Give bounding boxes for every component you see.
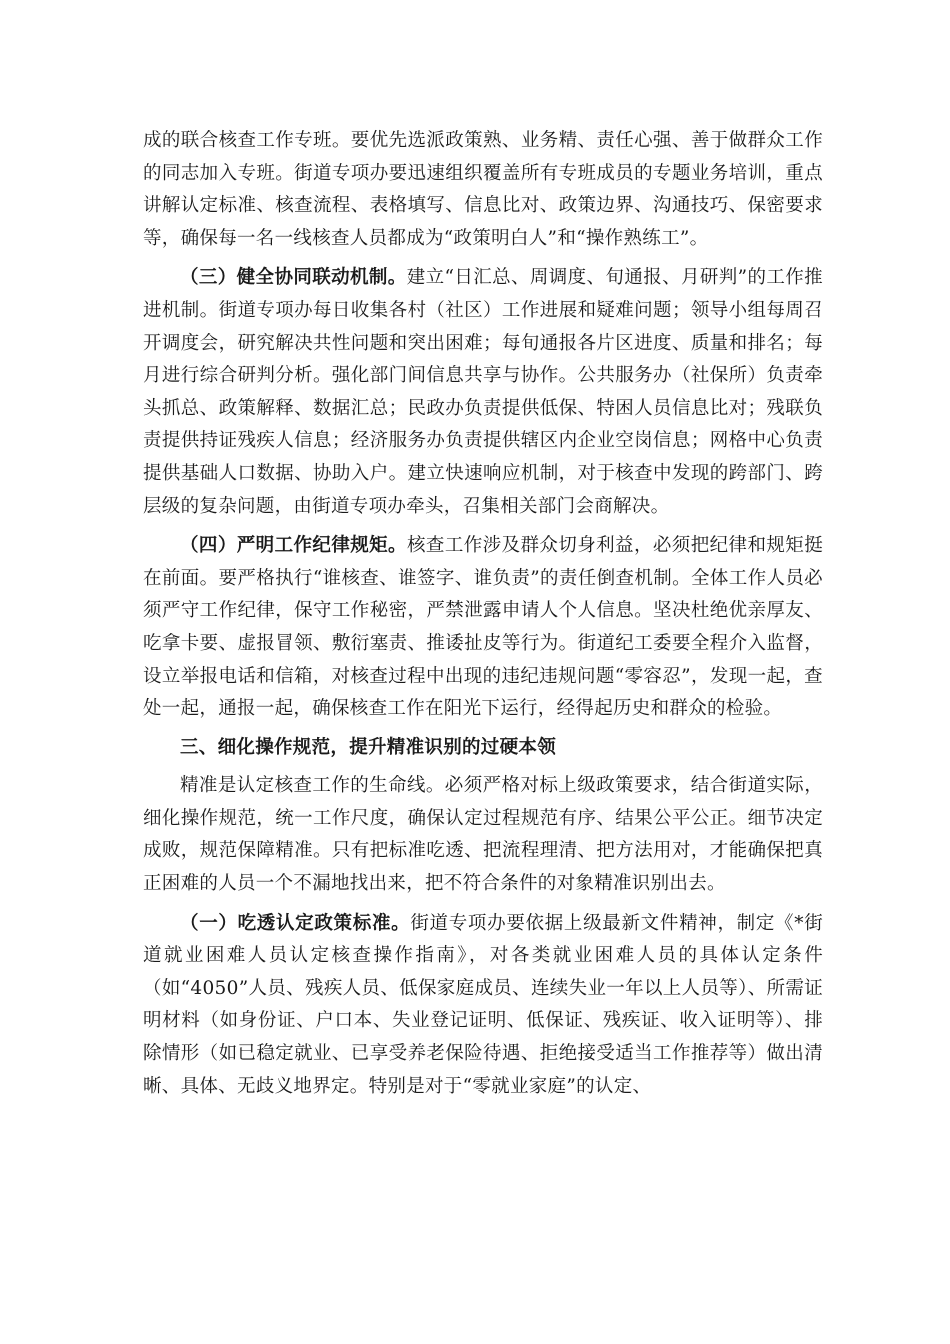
paragraph-policy-standards xyxy=(143,908,823,1104)
paragraph-task-force-training: 成的联合核查工作专班。要优先选派政策熟、业务精、责任心强、善于做群众工作的同志加入专班。街道专项办要迅速组织覆盖所有专班成员的专题业务培训，重点讲解认定标准、核查流程、表格填写、信息比对、政策边界、沟通技巧、保密要求等，确保每一名一线核查人员都成为“政策明白人”和“操作熟练工”。 xyxy=(143,130,823,249)
paragraph-lead-policy: （一）吃透认定政策标准。 xyxy=(180,912,411,934)
paragraph-body-coordination: 建立“日汇总、周调度、旬通报、月研判”的工作推进机制。街道专项办每日收集各村（社区）工作进展和疑难问题；领导小组每周召开调度会，研究解决共性问题和突出困难；每旬通报各片区进度、质量和排名；每月进行综合研判分析。强化部门间信息共享与协作。公共服务办（社保所）负责牵头抓总、政策解释、数据汇总；民政办负责提供低保、特困人员信息比对；残联负责提供持证残疾人信息；经济服务办负责提供辖区内企业空岗信息；网格中心负责提供基础人口数据、协助入户。建立快速响应机制，对于核查中发现的跨部门、跨层级的复杂问题，由街道专项办牵头，召集相关部门会商解决。 xyxy=(143,267,823,517)
paragraph-coordination-mechanism xyxy=(143,262,823,523)
paragraph-body-policy: 街道专项办要依据上级最新文件精神，制定《*街道就业困难人员认定核查操作指南》，对各类就业困难人员的具体认定条件（如“4050”人员、残疾人员、低保家庭成员、连续失业一年以上人员等）、所需证明材料（如身份证、户口本、失业登记证明、低保证、残疾证、收入证明等）、排除情形（如已稳定就业、已享受养老保险待遇、拒绝接受适当工作推荐等）做出清晰、具体、无歧义地界定。特别是对于“零就业家庭”的认定、 xyxy=(143,912,823,1097)
document-body xyxy=(143,125,823,1103)
paragraph-lead-coordination: （三）健全协同联动机制。 xyxy=(180,267,407,289)
paragraph-work-discipline xyxy=(143,530,823,726)
paragraph-precision-intro: 精准是认定核查工作的生命线。必须严格对标上级政策要求，结合街道实际，细化操作规范，统一工作尺度，确保认定过程规范有序、结果公平公正。细节决定成败，规范保障精准。只有把标准吃透、把流程理清、把方法用对，才能确保把真正困难的人员一个不漏地找出来，把不符合条件的对象精准识别出去。 xyxy=(143,775,823,895)
section-heading-three: 三、细化操作规范，提升精准识别的过硬本领 xyxy=(180,736,557,758)
paragraph-body-discipline: 核查工作涉及群众切身利益，必须把纪律和规矩挺在前面。要严格执行“谁核查、谁签字、谁负责”的责任倒查机制。全体工作人员必须严守工作纪律，保守工作秘密，严禁泄露申请人个人信息。坚决杜绝优亲厚友、吃拿卡要、虚报冒领、敷衍塞责、推诿扯皮等行为。街道纪工委要全程介入监督，设立举报电话和信箱，对核查过程中出现的违纪违规问题“零容忍”，发现一起，查处一起，通报一起，确保核查工作在阳光下运行，经得起历史和群众的检验。 xyxy=(143,535,823,720)
paragraph-lead-discipline: （四）严明工作纪律规矩。 xyxy=(180,535,407,557)
